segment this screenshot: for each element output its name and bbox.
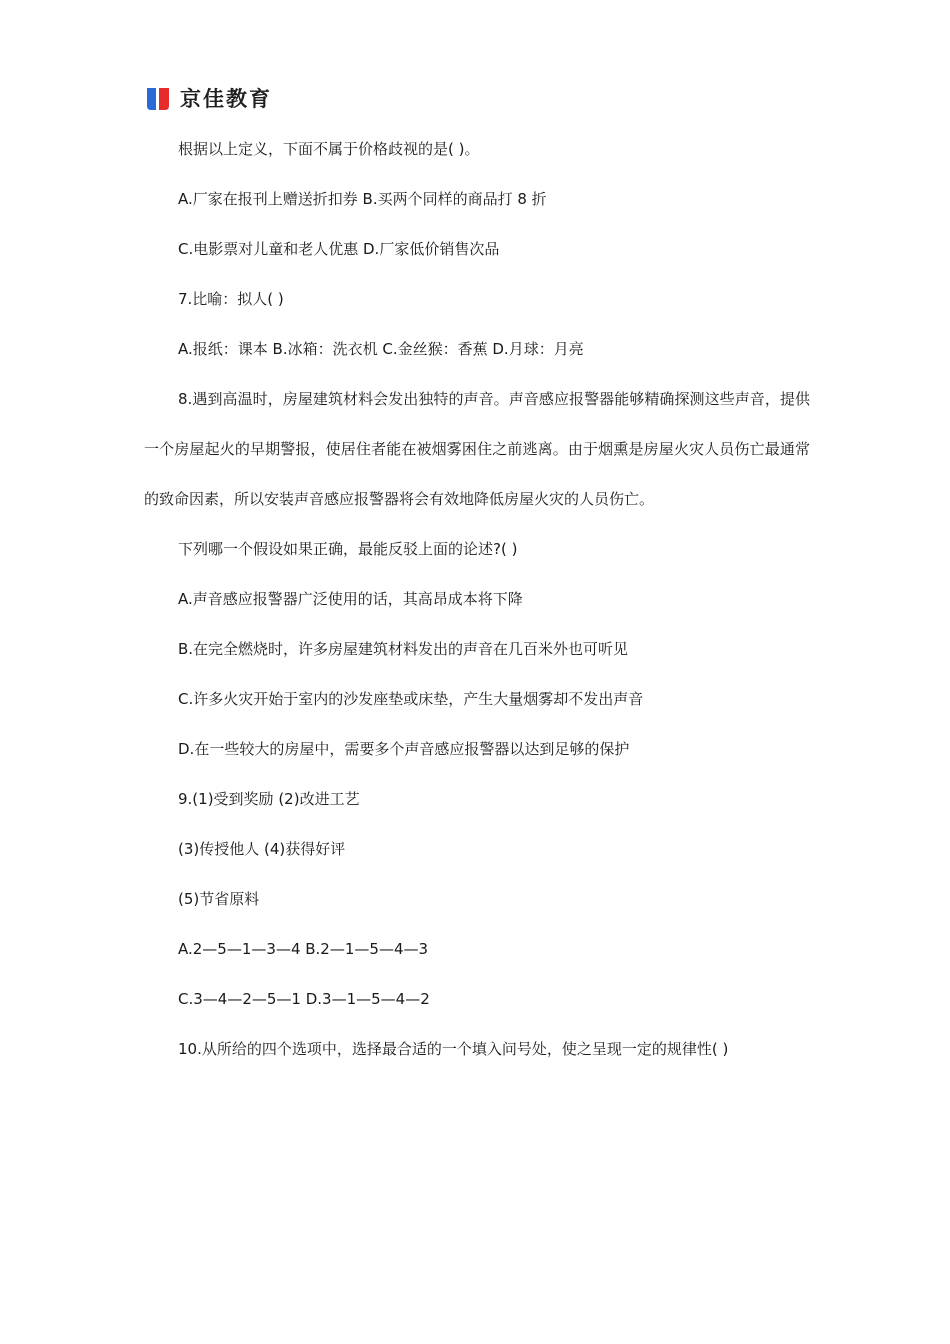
question-6-options-ab: A.厂家在报刊上赠送折扣券 B.买两个同样的商品打 8 折 — [178, 190, 547, 208]
question-9-items-3-4: (3)传授他人 (4)获得好评 — [178, 840, 346, 858]
question-8-option-c: C.许多火灾开始于室内的沙发座垫或床垫，产生大量烟雾却不发出声音 — [178, 690, 644, 708]
question-9-options-ab: A.2—5—1—3—4 B.2—1—5—4—3 — [178, 940, 429, 958]
question-7-options: A.报纸：课本 B.冰箱：洗衣机 C.金丝猴：香蕉 D.月球：月亮 — [178, 340, 584, 358]
question-8-option-b: B.在完全燃烧时，许多房屋建筑材料发出的声音在几百米外也可听见 — [178, 640, 629, 658]
question-9-items-1-2: 9.(1)受到奖励 (2)改进工艺 — [178, 790, 360, 808]
logo-text: 京佳教育 — [180, 87, 272, 111]
logo — [144, 85, 272, 113]
question-8-option-d: D.在一些较大的房屋中，需要多个声音感应报警器以达到足够的保护 — [178, 740, 630, 758]
question-7-prompt: 7.比喻：拟人( ) — [178, 290, 284, 308]
question-8-prompt: 下列哪一个假设如果正确，最能反驳上面的论述?( ) — [178, 540, 518, 558]
question-10-prompt: 10.从所给的四个选项中，选择最合适的一个填入问号处，使之呈现一定的规律性( ) — [178, 1040, 729, 1058]
question-9-item-5: (5)节省原料 — [178, 890, 260, 908]
question-6-options-cd: C.电影票对儿童和老人优惠 D.厂家低价销售次品 — [178, 240, 500, 258]
jingjia-logo-icon — [144, 86, 174, 112]
question-9-options-cd: C.3—4—2—5—1 D.3—1—5—4—2 — [178, 990, 430, 1008]
question-8-option-a: A.声音感应报警器广泛使用的话，其高昂成本将下降 — [178, 590, 523, 608]
question-6-prompt: 根据以上定义，下面不属于价格歧视的是( )。 — [178, 140, 480, 158]
document-content — [144, 124, 810, 1074]
question-8-passage: 8.遇到高温时，房屋建筑材料会发出独特的声音。声音感应报警器能够精确探测这些声音，提供一个房屋起火的早期警报，使居住者能在被烟雾困住之前逃离。由于烟熏是房屋火灾人员伤亡最通常的致命因素，所以安装声音感应报警器将会有效地降低房屋火灾的人员伤亡。 — [144, 390, 810, 508]
